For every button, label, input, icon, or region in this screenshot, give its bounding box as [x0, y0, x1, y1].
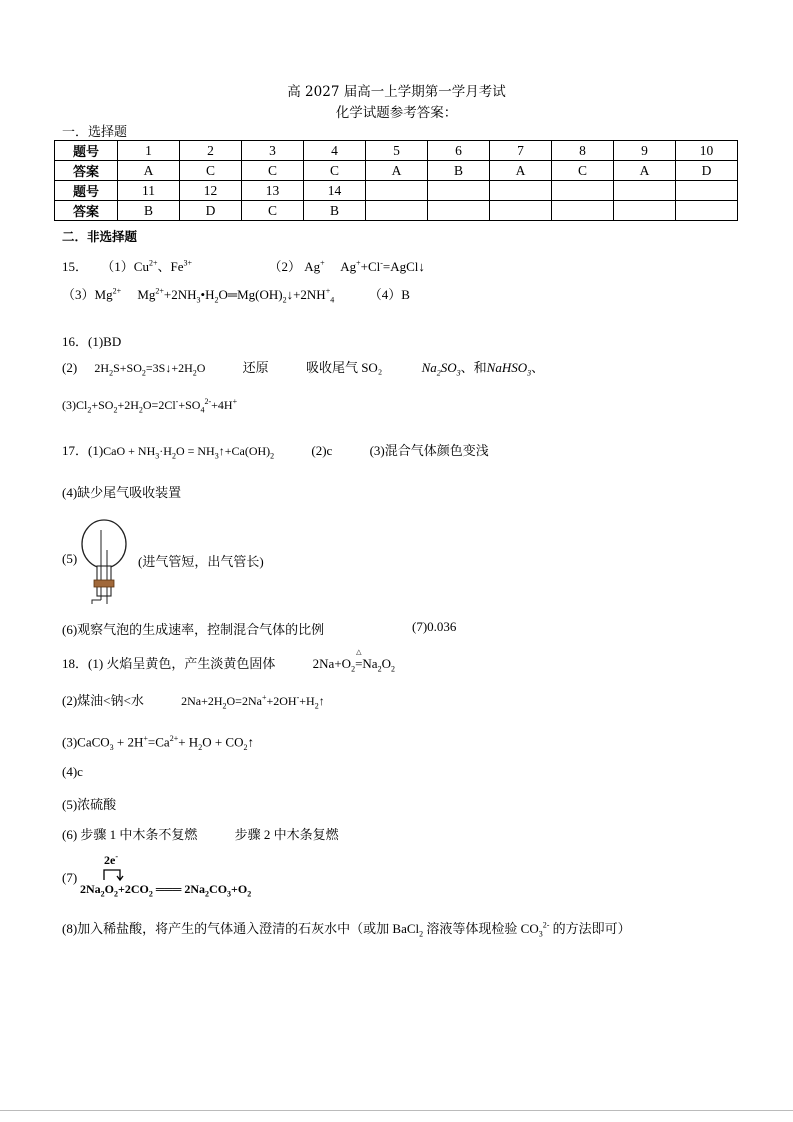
table-cell: B: [304, 201, 366, 221]
part-label: (3): [62, 398, 76, 412]
table-cell: 8: [552, 141, 614, 161]
table-cell: [676, 201, 738, 221]
answer-text: 吸收尾气 SO₂: [305, 360, 383, 375]
part-label: (2): [62, 360, 78, 375]
table-cell: C: [552, 161, 614, 181]
table-cell: [552, 201, 614, 221]
answer-text: (2)煤油<钠<水: [62, 693, 144, 708]
q17-part5-text: (进气管短，出气管长): [138, 554, 264, 569]
table-cell: C: [180, 161, 242, 181]
table-cell: A: [118, 161, 180, 181]
part-label: （2）: [268, 259, 302, 274]
q18-part8: (8)加入稀盐酸，将产生的气体通入澄清的石灰水中（或加 BaCl$_2$ 溶液等体现检验 $CO_3^{2-}$ 的方法即可）: [62, 920, 631, 939]
q16-part2: (2) $2H_2S+SO_2=3S↓+2H_2O$ 还原 吸收尾气 SO₂ $Na_2SO_3$、和NaHSO$_3$、: [62, 360, 545, 378]
answer-text: (6) 步骤 1 中木条不复燃: [62, 827, 198, 842]
table-cell: [614, 181, 676, 201]
q18-part5: (5)浓硫酸: [62, 797, 117, 812]
table-cell: [428, 181, 490, 201]
part-label: （4）B: [368, 287, 410, 302]
answer-text: 溶液等体现检验: [423, 921, 518, 936]
q15-line2: $(3)Mg^{2+}$ $Mg^{2+}+2NH_3•H_2O═Mg(OH)_2↓+2NH^+_4$ （4）B: [62, 286, 410, 305]
page-subtitle: 化学试题参考答案：: [335, 105, 458, 121]
answer-text: 的方法即可）: [549, 921, 631, 936]
part-label: 17．(1): [62, 443, 104, 458]
table-cell: D: [676, 161, 738, 181]
flask-apparatus-icon: [80, 510, 132, 606]
q17-part7: (7)0.036: [412, 619, 457, 634]
q17-part5-label: (5): [62, 551, 78, 566]
row-label-question: 题号: [55, 181, 118, 201]
table-cell: [428, 201, 490, 221]
answer-text: 18．(1) 火焰呈黄色，产生淡黄色固体: [62, 656, 276, 671]
table-cell: A: [490, 161, 552, 181]
table-row: [55, 141, 738, 161]
table-cell: 3: [242, 141, 304, 161]
q18-part7-equation: 2e- $2Na_2O_2+2CO_2$ ═══ $2Na_2CO_3+O_2$: [80, 852, 252, 899]
answer-text: (2)c: [311, 443, 333, 458]
table-cell: 2: [180, 141, 242, 161]
table-row: [55, 181, 738, 201]
table-row: [55, 201, 738, 221]
table-cell: [366, 201, 428, 221]
q18-part4: (4)c: [62, 764, 83, 779]
answer-table: [54, 140, 738, 221]
table-row: [55, 161, 738, 181]
table-cell: D: [180, 201, 242, 221]
table-cell: [490, 201, 552, 221]
table-cell: [552, 181, 614, 201]
page-title: 高 2027 届高一上学期第一学月考试: [287, 84, 506, 100]
row-label-question: 题号: [55, 141, 118, 161]
answer-text: (8)加入稀盐酸，将产生的气体通入澄清的石灰水中（或加 BaCl: [62, 921, 420, 936]
q18-line2: (2)煤油<钠<水 $2Na+2H_2O=2Na^++2OH^-+H_2↑$: [62, 693, 325, 711]
q18-line1: 18．(1) 火焰呈黄色，产生淡黄色固体 $2Na+O_2$ △ $=Na_2O_2$: [62, 648, 395, 674]
q16-part1: 16．(1)BD: [62, 334, 122, 349]
electron-transfer-arrow-icon: [102, 866, 124, 882]
table-cell: 11: [118, 181, 180, 201]
table-cell: 5: [366, 141, 428, 161]
table-cell: 6: [428, 141, 490, 161]
table-cell: [366, 181, 428, 201]
table-cell: 10: [676, 141, 738, 161]
table-cell: 4: [304, 141, 366, 161]
table-cell: A: [366, 161, 428, 181]
table-cell: [614, 201, 676, 221]
table-cell: B: [118, 201, 180, 221]
table-cell: C: [304, 161, 366, 181]
section-heading-choice: 一．选择题: [62, 125, 128, 140]
row-label-answer: 答案: [55, 161, 118, 181]
page-bottom-divider: [0, 1110, 793, 1111]
q18-part7-label: (7): [62, 870, 78, 885]
q17-part4: (4)缺少尾气吸收装置: [62, 485, 182, 500]
table-cell: C: [242, 201, 304, 221]
table-cell: 7: [490, 141, 552, 161]
q17-line1: 17．$(1)CaO + NH_3\cdot H_2O$ = $NH_3↑+Ca(OH)_2$ (2)c (3)混合气体颜色变浅: [62, 443, 489, 461]
table-cell: 9: [614, 141, 676, 161]
table-cell: 12: [180, 181, 242, 201]
question-number: 15．: [62, 259, 89, 274]
q18-part3: (3)CaCO$_3$ + $2H^+=Ca^{2+}+ H_2O$ + $CO_2↑$: [62, 734, 254, 752]
table-cell: C: [242, 161, 304, 181]
table-cell: [490, 181, 552, 201]
table-cell: 13: [242, 181, 304, 201]
answer-text: (3)混合气体颜色变浅: [369, 443, 489, 458]
section-heading-nonchoice: 二．非选择题: [62, 229, 138, 244]
q18-part6: [62, 824, 339, 843]
answer-text: 还原: [242, 360, 269, 375]
table-cell: A: [614, 161, 676, 181]
table-cell: 1: [118, 141, 180, 161]
q17-part6: (6)观察气泡的生成速率，控制混合气体的比例: [62, 622, 325, 637]
table-cell: 14: [304, 181, 366, 201]
table-cell: B: [428, 161, 490, 181]
q15-line1: 15． $(1)Cu^{2+}$、$Fe^{3+}$ （2） Ag+ Ag++Cl-=AgCl↓: [62, 258, 425, 274]
q16-part3: $(3)Cl_2+SO_2+2H_2O=2Cl^-+SO_4^{2-}+4H^+$: [62, 397, 238, 415]
table-cell: [676, 181, 738, 201]
part-label: （1）: [101, 259, 134, 274]
part-label: （3）: [62, 287, 95, 302]
row-label-answer: 答案: [55, 201, 118, 221]
answer-text: 步骤 2 中木条复燃: [234, 827, 339, 842]
